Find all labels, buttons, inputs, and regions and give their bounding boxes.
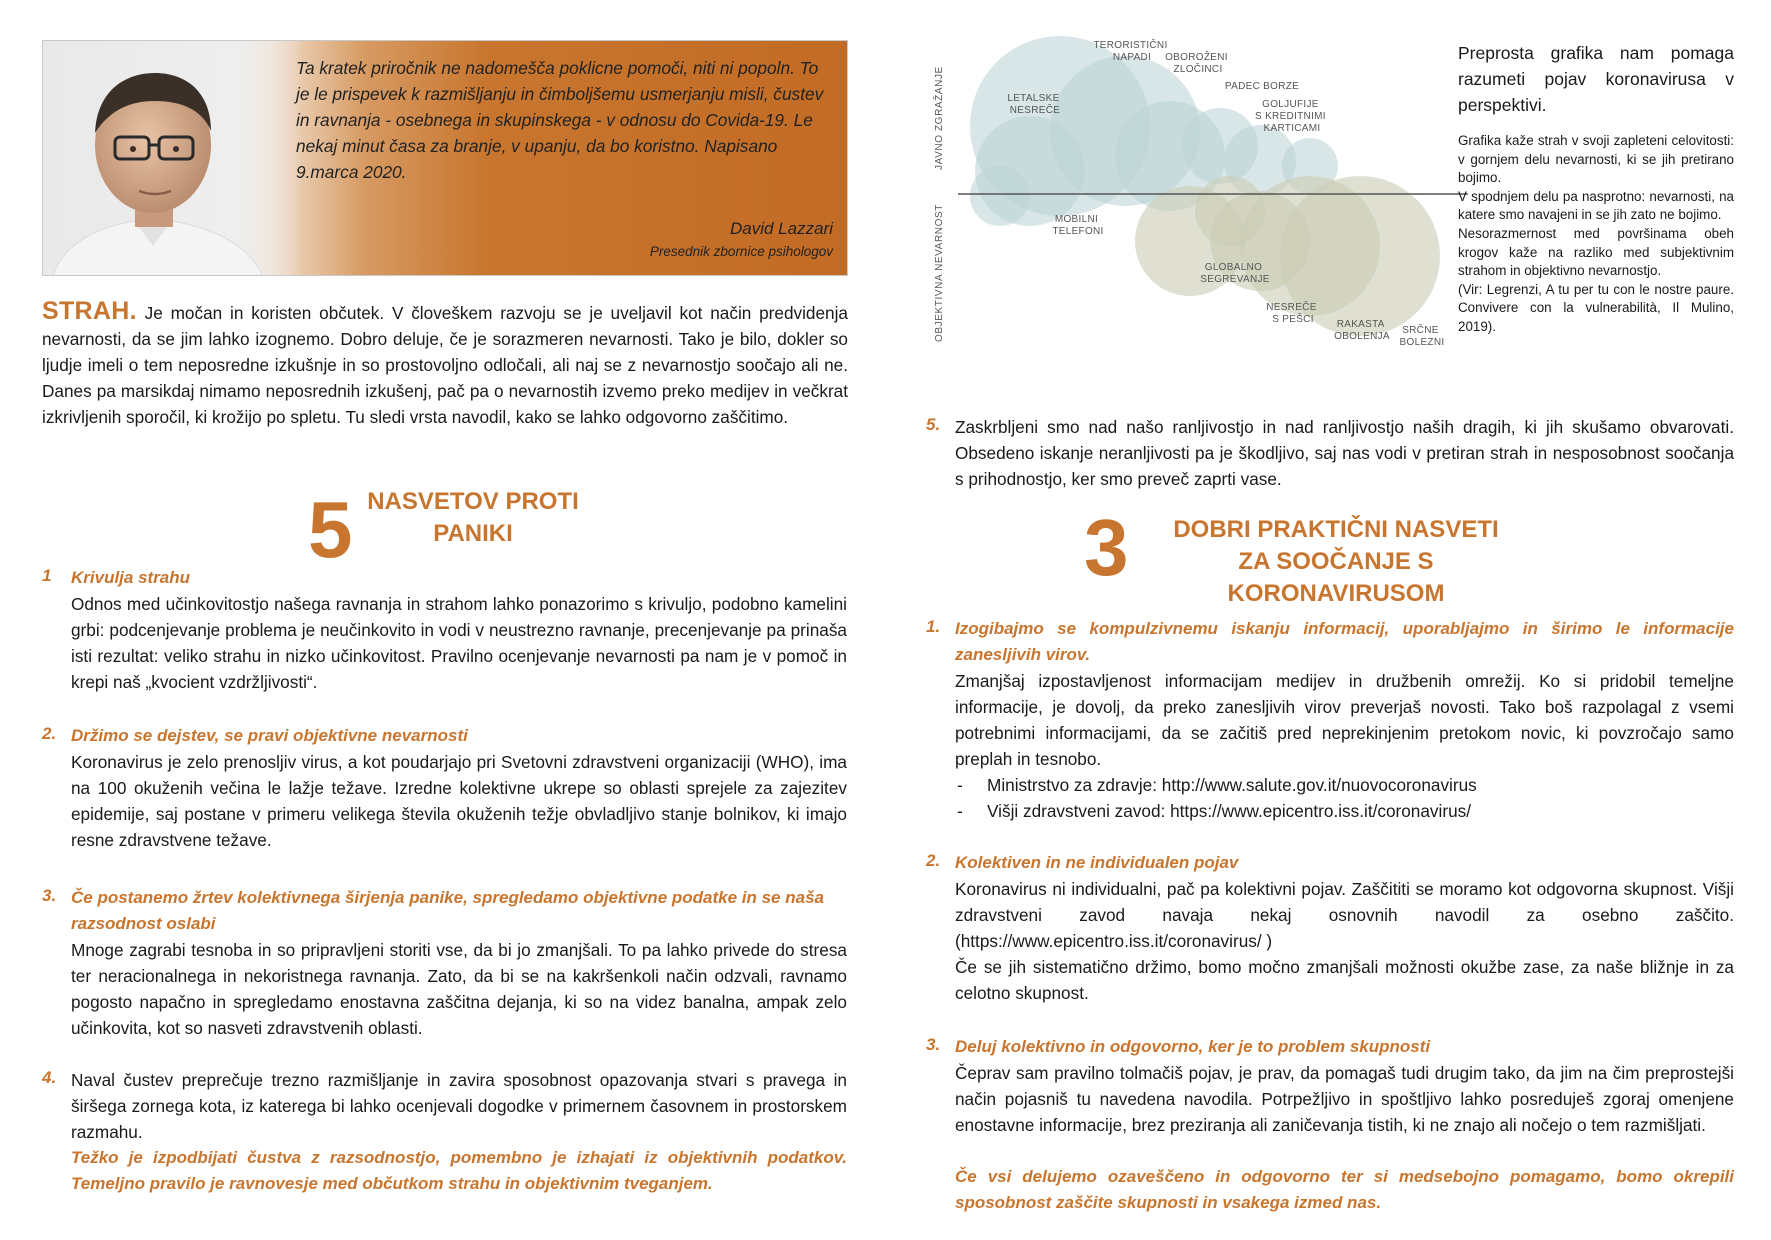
- left-item-1-title: Krivulja strahu: [71, 568, 191, 587]
- section-title-left: [358, 486, 588, 550]
- right-item-2-body: Koronavirus ni individualni, pač pa kolektivni pojav. Zaščititi se moramo kot odgovorna skupnost. Višji zdravstveni zavod navaja nekaj osnovnih navodil za osebno zaščito. (https://www.epicentro.iss.it/coronavirus/ ): [955, 879, 1734, 951]
- label-srcne: SRČNE BOLEZNI: [1399, 325, 1445, 348]
- section-title-left-line1: NASVETOV PROTI: [367, 488, 579, 515]
- axis-label-top: JAVNO ZGRAŽANJE: [934, 66, 945, 170]
- label-teroristicni: TERORISTIČNI NAPADI: [1093, 40, 1168, 63]
- label-nesrece: NESREČE S PEŠCI: [1266, 302, 1317, 325]
- author-role: Presednik zbornice psihologov: [649, 244, 833, 259]
- right-item-2-number: 2.: [926, 851, 941, 870]
- right-item-2-body2: Če se jih sistematično držimo, bomo močno zmanjšali možnosti okužbe zase, za naše bližnje in za celotno skupnost.: [955, 957, 1734, 1003]
- intro-paragraph: [42, 298, 848, 430]
- axis-label-bottom: OBJEKTIVNA NEVARNOST: [934, 204, 945, 342]
- intro-text: Je močan in koristen občutek. V človeškem razvoju se je uveljavil kot način predvidenja nevarnosti, da se jim lahko izognemo. Dobro deluje, če je sorazmeren nevarnosti. Tako je bilo, dokler so ljudje imeli o tem neposredne izkušnje in so prostovoljno odločali, ali naj se z nevarnostjo soočajo ali ne. Danes pa marsikdaj nimamo neposrednih izkušenj, pač pa o nevarnostih izvemo preko medijev in večkrat izkrivljenih sporočil, ki krožijo po spletu. Tu sledi vrsta navodil, kako se lahko odgovorno zaščitimo.: [42, 303, 848, 427]
- risk-perception-diagram: [920, 36, 1480, 396]
- caption-body-2: V spodnjem delu pa nasprotno: nevarnosti, na katere smo navajeni in se jih zato ne bojimo.: [1458, 188, 1734, 223]
- left-item-4-body: Naval čustev preprečuje trezno razmišljanje in zavira sposobnost opazovanja stvari s pravega in širšega zornega kota, iz katerega bi lahko ocenjevali dogodke v primernem časovnem in prostorskem razmahu.: [71, 1070, 847, 1142]
- author-name: David Lazzari: [730, 219, 833, 238]
- banner-author: [650, 219, 833, 259]
- item-5-body: Zaskrbljeni smo nad našo ranljivostjo in nad ranljivostjo naših dragih, ki jih skušamo obvarovati. Obsedeno iskanje neranljivosti pa je škodljivo, saj nas vodi v pretiran strah in nesposobnost soočanja s prihodnostjo, ker smo preveč zaprti vase.: [955, 417, 1734, 489]
- section-title-left-line2: PANIKI: [433, 520, 513, 547]
- left-item-4-number: 4.: [42, 1068, 57, 1087]
- left-item-2-body: Koronavirus je zelo prenosljiv virus, a kot poudarjajo pri Svetovni zdravstveni organizaciji (WHO), ima na 100 okuženih večina le lažje težave. Izredne kolektivne ukrepe so oblasti sprejele za zajezitev epidemije, saj postane v primeru velikega števila okuženih težje obvladljivo stanje bolnikov, ki imajo resne zdravstvene težave.: [71, 752, 847, 850]
- right-item-1-body: Zmanjšaj izpostavljenost informacijam medijev in družbenih omrežij. Ko si pridobil temeljne informacije, je dovolj, da preko zanesljivih virov preverjaš novosti. Tako boš razpolagal z vsemi potrebnimi informacijami, da se začitiš pred neprekinjenim pretokom novic, ki povzročajo samo preplah in tesnobo.: [955, 671, 1734, 769]
- label-globalno: GLOBALNO SEGREVANJE: [1200, 262, 1270, 285]
- intro-lead: STRAH.: [42, 297, 137, 325]
- left-item-3-title: Če postanemo žrtev kolektivnega širjenja panike, spregledamo objektivne podatke in se naša razsodnost oslabi: [71, 888, 824, 933]
- caption-head: Preprosta grafika nam pomaga razumeti pojav koronavirusa v perspektivi.: [1458, 43, 1734, 115]
- banner-quote: Ta kratek priročnik ne nadomešča poklicne pomoči, niti ni popoln. To je le prispevek k razmišljanju in čimboljšemu usmerjanju misli, čustev in ravnanja - osebnega in skupinskega - v odnosu do Covida-19. Le nekaj minut časa za branje, v upanju, da bo koristno. Napisano 9.marca 2020.: [296, 58, 824, 182]
- section-number-3: 3: [1084, 503, 1129, 592]
- left-item-3-number: 3.: [42, 886, 57, 905]
- right-item-3-number: 3.: [926, 1035, 941, 1054]
- diagram-caption: [1458, 40, 1734, 337]
- left-item-2-number: 2.: [42, 724, 57, 743]
- left-item-4-emphasis: Težko je izpodbijati čustva z razsodnostjo, pomembno je izhajati iz objektivnih podatkov. Temeljno pravilo je ravnovesje med občutkom strahu in objektivnim tveganjem.: [71, 1148, 847, 1193]
- circle-lower-a: [1195, 176, 1265, 246]
- label-mobilni: MOBILNI TELEFONI: [1052, 214, 1104, 237]
- label-goljufije: GOLJUFIJE S KREDITNIMI KARTICAMI: [1255, 99, 1326, 134]
- left-item-1-number: 1: [42, 566, 52, 585]
- right-item-3-title: Deluj kolektivno in odgovorno, ker je to problem skupnosti: [955, 1037, 1431, 1056]
- section-title-right-line2: ZA SOOČANJE S KORONAVIRUSOM: [1227, 548, 1445, 607]
- right-item-2-title: Kolektiven in ne individualen pojav: [955, 853, 1239, 872]
- right-item-1-links: [955, 772, 1734, 824]
- label-oborozeni: OBOROŽENI ZLOČINCI: [1165, 52, 1228, 75]
- caption-body-4: (Vir: Legrenzi, A tu per tu con le nostre paure. Convivere con la vulnerabilità, Il Mulino, 2019).: [1458, 281, 1734, 334]
- section-title-right: [1136, 514, 1536, 610]
- right-item-1-number: 1.: [926, 617, 941, 636]
- left-item-1-body: Odnos med učinkovitostjo našega ravnanja in strahom lahko ponazorimo s krivuljo, podobno kamelini grbi: podcenjevanje problema je neučinkovito in vodi v neustrezno ravnanje, precenjevanje pa prinaša isti rezultat: veliko strahu in nizko učinkovitost. Pravilno ocenjevanje nevarnosti pa nam je v pomoč in krepi naš „kvocient vzdržljivosti“.: [71, 594, 847, 692]
- caption-body-3: Nesorazmernost med površinama obeh krogov kaže na razliko med subjektivnim strahom in objektivno nevarnostjo.: [1458, 225, 1734, 279]
- caption-body-1: Grafika kaže strah v svoji zapleteni celovitosti: v gornjem delu nevarnosti, ki se jih pretirano bojimo.: [1458, 133, 1734, 186]
- header-banner: [42, 40, 848, 276]
- label-letalske: LETALSKE NESREČE: [1007, 93, 1061, 116]
- right-item-3-body: Čeprav sam pravilno tolmačiš pojav, je prav, da pomagaš tudi drugim tako, da jim na čim preprostejši način pojasniš tu navedena navodila. Potrpežljivo in spoštljivo lahko posreduješ zgoraj omenjene enostavne informacije, brez preziranja ali zaničevanja tistih, ki ne znajo ali nočejo o tem razmišljati.: [955, 1063, 1734, 1135]
- label-padec-borze: PADEC BORZE: [1224, 81, 1300, 92]
- item-5-number: 5.: [926, 415, 941, 434]
- label-rakasta: RAKASTA OBOLENJA: [1334, 319, 1390, 342]
- circle-phones: [970, 166, 1030, 226]
- right-item-3-emphasis: Če vsi delujemo ozaveščeno in odgovorno ter si medsebojno pomagamo, bomo okrepili sposobnost zaščite skupnosti in vsakega izmed nas.: [955, 1167, 1734, 1212]
- portrait-photo: [43, 41, 303, 276]
- right-item-1-title: Izogibajmo se kompulzivnemu iskanju informacij, uporabljajmo in širimo le informacije zanesljivih virov.: [955, 619, 1734, 664]
- left-item-3-body: Mnoge zagrabi tesnoba in so pripravljeni storiti vse, da bi jo zmanjšali. To pa lahko privede do stresa ter neracionalnega in nekoristnega ravnanja. Zato, da bi se na kakršenkoli način odzvali, ravnamo pogosto napačno in spregledamo enostavna zaščitna dejanja, ki so na videz banalna, ampak zelo učinkovita, kot so nasveti zdravstvenih oblasti.: [71, 940, 847, 1038]
- left-item-2-title: Držimo se dejstev, se pravi objektivne nevarnosti: [71, 726, 468, 745]
- section-number-5: 5: [308, 485, 353, 574]
- link-ministry[interactable]: - Ministrstvo za zdravje: http://www.salute.gov.it/nuovocoronavirus: [955, 772, 1734, 798]
- section-title-right-line1: DOBRI PRAKTIČNI NASVETI: [1173, 516, 1499, 543]
- link-iss[interactable]: - Višji zdravstveni zavod: https://www.epicentro.iss.it/coronavirus/: [955, 798, 1734, 824]
